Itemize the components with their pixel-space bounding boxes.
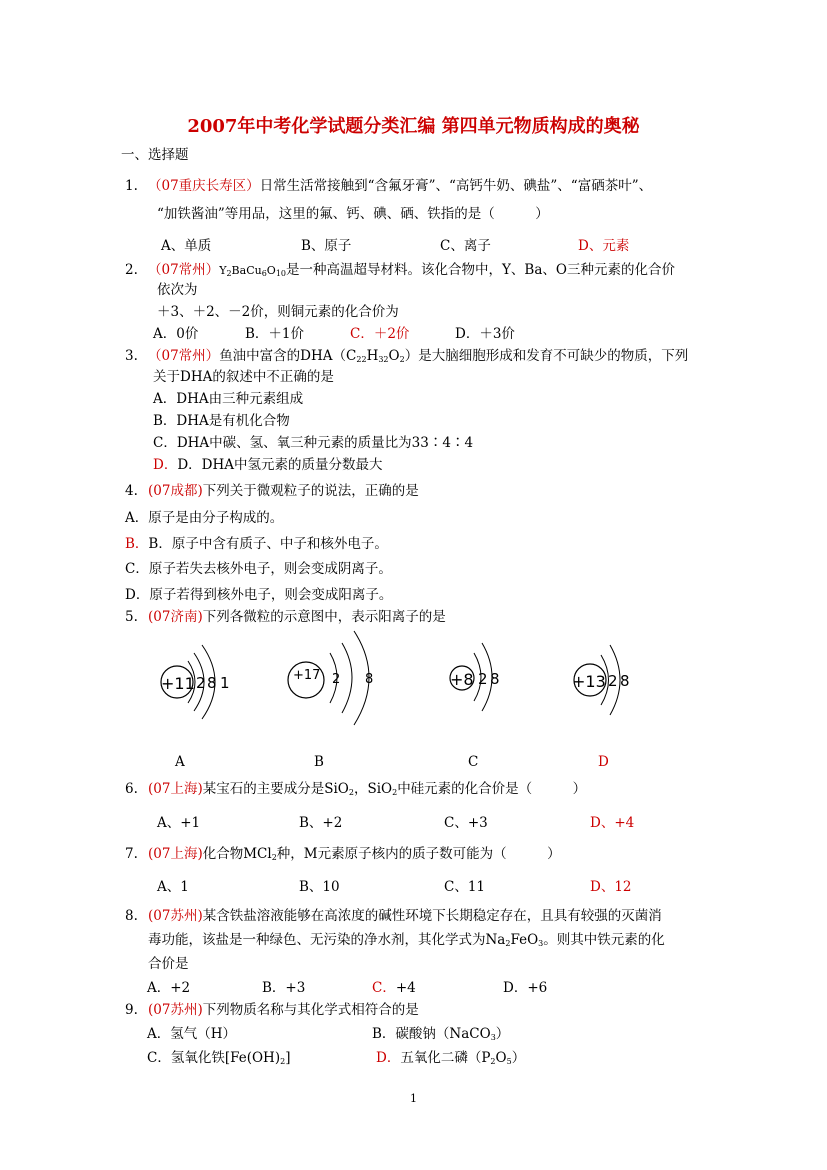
q2-formula-sub: 2	[226, 269, 232, 278]
q8-option-b: B．+3	[262, 980, 306, 996]
q3-text: 鱼油中富含的DHA（C	[219, 348, 357, 364]
q3-sub: 22	[356, 355, 367, 364]
q4-text: 下列关于微观粒子的说法，正确的是	[202, 483, 419, 499]
q8-option-c-value: +4	[395, 980, 416, 996]
q8-option-c-letter: C．	[372, 980, 396, 996]
q4-option-b-text: B．原子中含有质子、中子和核外电子。	[148, 536, 388, 552]
q8-option-d: D．+6	[503, 980, 548, 996]
q9-option-a: A．氢气（H）	[147, 1026, 237, 1042]
q3-text: ）是大脑细胞形成和发育不可缺少的物质，下列	[404, 348, 689, 364]
q8-sub: 2	[505, 939, 511, 948]
q2-option-b: B．＋1价	[245, 326, 305, 342]
q5-label-a: A	[175, 754, 185, 770]
shell-electrons: 2	[608, 672, 618, 690]
q1-option-a: A、单质	[161, 238, 212, 254]
q2-option-c: C．＋2价	[350, 326, 410, 342]
q3-text-line2: 关于DHA的叙述中不正确的是	[153, 369, 334, 385]
q7-option-b: B、10	[299, 879, 340, 895]
q7-source: (07上海)	[148, 846, 203, 862]
q6-stem	[148, 781, 586, 801]
atom-diagram-b	[288, 631, 373, 725]
q8-stem	[148, 908, 662, 924]
q7-text: 化合物MCl	[202, 846, 272, 862]
q6-source: (07上海)	[148, 781, 203, 797]
q2-option-a: A．0价	[153, 326, 199, 342]
section-heading: 一、选择题	[121, 147, 189, 163]
atom-diagram-c	[450, 643, 500, 711]
q3-option-d	[153, 457, 383, 473]
q2-formula-sub: 6	[261, 269, 267, 278]
q3-text: H	[366, 348, 379, 364]
q3-option-b: B．DHA是有机化合物	[153, 413, 290, 429]
shell-electrons: 8	[490, 670, 500, 688]
q1-option-b: B、原子	[301, 238, 352, 254]
q3-option-d-letter: D．	[153, 457, 178, 473]
q8-number: 8.	[125, 908, 138, 924]
shell-electrons: 1	[220, 674, 230, 692]
q7-stem	[148, 846, 561, 866]
q2-formula-part: Y	[219, 264, 227, 277]
q3-option-a: A．DHA由三种元素组成	[153, 391, 304, 407]
q1-source: （07重庆长寿区）	[148, 178, 260, 194]
shell-electrons: 2	[332, 672, 341, 687]
q8-text-line3: 合价是	[148, 956, 189, 972]
page-title: 2007年中考化学试题分类汇编 第四单元物质构成的奥秘	[187, 116, 640, 137]
q2-text-line2: 依次为	[157, 282, 198, 298]
q7-sub: 2	[271, 853, 277, 862]
shell-electrons: 8	[207, 674, 217, 692]
q1-stem	[148, 178, 652, 194]
q8-text: 。则其中铁元素的化	[543, 932, 665, 948]
q2-text-line1: 是一种高温超导材料。该化合物中，Y、Ba、O三种元素的化合价	[286, 262, 675, 278]
q2-formula-part: BaCu	[231, 264, 262, 277]
q6-number: 6.	[125, 781, 138, 797]
q6-sub: 2	[392, 788, 398, 797]
page-number: 1	[410, 1092, 417, 1105]
nucleus-label: +17	[293, 668, 321, 683]
q7-option-a: A、1	[157, 879, 189, 895]
q6-text: 中硅元素的化合价是（ ）	[397, 781, 587, 797]
q4-number: 4.	[125, 483, 138, 499]
q5-label-d: D	[598, 754, 609, 770]
q4-source: (07成都)	[148, 483, 203, 499]
q5-text: 下列各微粒的示意图中，表示阳离子的是	[202, 609, 446, 625]
q5-label-b: B	[314, 754, 324, 770]
q2-source: （07常州）	[148, 262, 220, 278]
q1-text-line2: “加铁酱油”等用品，这里的氟、钙、碘、硒、铁指的是（ ）	[157, 206, 549, 222]
q9-sub: 2	[280, 1057, 286, 1066]
q8-text: 毒功能，该盐是一种绿色、无污染的净水剂，其化学式为Na	[148, 932, 506, 948]
q8-text-line2	[148, 932, 665, 952]
q3-source: （07常州）	[148, 348, 220, 364]
q7-option-d: D、12	[590, 879, 632, 895]
q6-text: ，SiO	[353, 781, 393, 797]
q6-sub: 2	[348, 788, 354, 797]
q9-option-c	[147, 1050, 290, 1070]
atom-diagram-d	[572, 645, 630, 715]
q9-text: 下列物质名称与其化学式相符合的是	[202, 1002, 419, 1018]
q5-source: (07济南)	[148, 609, 203, 625]
q9-text: C．氢氧化铁[Fe(OH)	[147, 1050, 281, 1066]
q9-option-b	[372, 1026, 509, 1046]
q3-option-d-text: D．DHA中氢元素的质量分数最大	[177, 457, 383, 473]
q3-stem	[148, 348, 688, 368]
nucleus-label: +8	[450, 670, 474, 689]
q9-text: ）	[511, 1050, 526, 1066]
q8-text: FeO	[510, 932, 539, 948]
q8-text: 某含铁盐溶液能够在高浓度的碱性环境下长期稳定存在，且具有较强的灭菌消	[202, 908, 662, 924]
shell-electrons: 8	[365, 672, 374, 687]
atom-structure-diagrams	[0, 625, 827, 740]
q8-sub: 3	[538, 939, 544, 948]
q9-sub: 3	[490, 1033, 496, 1042]
q9-sub: 5	[506, 1057, 512, 1066]
shell-electrons: 8	[620, 672, 630, 690]
q9-text: ）	[495, 1026, 510, 1042]
q6-option-d: D、+4	[590, 815, 635, 831]
q4-option-b	[125, 536, 388, 552]
q4-option-a: A．原子是由分子构成的。	[125, 510, 284, 526]
q9-text: O	[495, 1050, 507, 1066]
q7-option-c: C、11	[444, 879, 486, 895]
q3-option-c: C．DHA中碳、氢、氧三种元素的质量比为33∶4∶4	[153, 435, 474, 451]
q9-text: 五氧化二磷（P	[400, 1050, 491, 1066]
q4-option-c: C．原子若失去核外电子，则会变成阴离子。	[125, 561, 392, 577]
q3-number: 3.	[125, 348, 138, 364]
q2-formula-part: O	[266, 264, 276, 277]
q1-option-c: C、离子	[440, 238, 491, 254]
q7-number: 7.	[125, 846, 138, 862]
q3-sub: 32	[378, 355, 389, 364]
q4-option-b-letter: B．	[125, 536, 149, 552]
q5-number: 5.	[125, 609, 138, 625]
shell-electrons: 2	[196, 674, 206, 692]
q8-option-c	[372, 980, 416, 996]
q8-option-a: A．+2	[147, 980, 191, 996]
q9-option-d	[376, 1050, 525, 1070]
q5-label-c: C	[468, 754, 479, 770]
q7-text: 种，M元素原子核内的质子数可能为（ ）	[276, 846, 561, 862]
q1-option-d: D、元素	[578, 238, 630, 254]
shell-electrons: 2	[478, 670, 488, 688]
q9-number: 9.	[125, 1002, 138, 1018]
q9-sub: 2	[490, 1057, 496, 1066]
q2-stem	[148, 262, 675, 282]
q6-option-c: C、+3	[444, 815, 488, 831]
q9-source: (07苏州)	[148, 1002, 203, 1018]
q2-formula-sub: 10	[275, 269, 287, 278]
q2-option-d: D．＋3价	[455, 326, 515, 342]
q8-source: (07苏州)	[148, 908, 203, 924]
atom-diagram-a	[161, 645, 230, 719]
q3-text: O	[388, 348, 400, 364]
nucleus-label: +13	[572, 672, 606, 691]
q6-text: 某宝石的主要成分是SiO	[202, 781, 349, 797]
q1-text-line1: 日常生活常接触到“含氟牙膏”、“高钙牛奶、碘盐”、“富硒茶叶”、	[259, 178, 653, 194]
q6-option-a: A、+1	[157, 815, 201, 831]
nucleus-label: +11	[161, 674, 195, 693]
q9-text: B．碳酸钠（NaCO	[372, 1026, 491, 1042]
q5-stem	[148, 609, 446, 625]
q4-option-d: D．原子若得到核外电子，则会变成阳离子。	[125, 587, 393, 603]
q4-stem	[148, 483, 419, 499]
q9-stem	[148, 1002, 419, 1018]
q9-option-d-letter: D．	[376, 1050, 401, 1066]
q2-text-line3: ＋3、＋2、－2价，则铜元素的化合价为	[157, 304, 399, 320]
q1-number: 1.	[125, 178, 138, 194]
q3-sub: 2	[399, 355, 405, 364]
q9-text: ]	[285, 1050, 291, 1066]
q2-number: 2.	[125, 262, 138, 278]
q6-option-b: B、+2	[299, 815, 343, 831]
